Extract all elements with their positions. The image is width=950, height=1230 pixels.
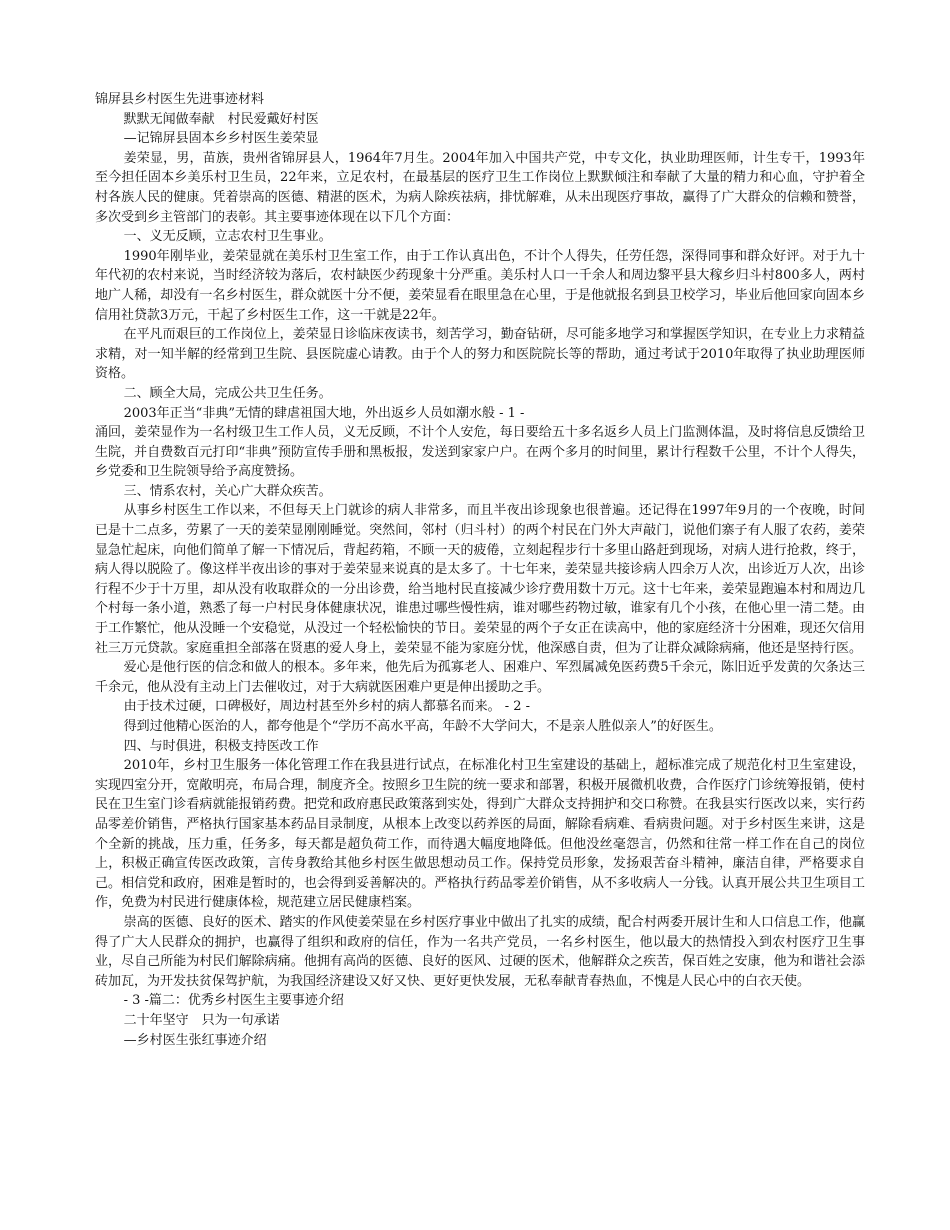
document-body (95, 90, 865, 1050)
section-heading-4: 四、与时俱进，积极支持医改工作 (123, 738, 319, 754)
article-headline-2: 二十年坚守 只为一句承诺 (123, 1012, 280, 1028)
section-heading-1: 一、义无反顾，立志农村卫生事业。 (123, 229, 332, 245)
paragraph-continued: 涌回，姜荣显作为一名村级卫生工作人员，义无反顾，不计个人安危，每日要给五十多名返乡人员上门监测体温，及时将信息反馈给卫生院，并自费数百元打印“非典”预防宣传手册和黑板报，发送到家家户户。在两个多月的时间里，累计行程数千公里，不计个人得失，乡党委和卫生院领导给予高度赞扬。 (95, 425, 865, 480)
paragraph: 2010年，乡村卫生服务一体化管理工作在我县进行试点，在标准化村卫生室建设的基础上，超标准完成了规范化村卫生室建设，实现四室分开，宽敞明亮，布局合理，制度齐全。按照乡卫生院的统一要求和部署，积极开展微机收费，合作医疗门诊统筹报销，使村民在卫生室门诊看病就能报销药费。把党和政府惠民政策落到实处，得到广大群众支持拥护和交口称赞。在我县实行医改以来，实行药品零差价销售，严格执行国家基本药品目录制度，从根本上改变以药养医的局面，解除看病难、看病贵问题。对于乡村医生来讲，这是个全新的挑战，压力重，任务多，每天都是超负荷工作，而待遇大幅度地降低。但他没丝毫怨言，仍然和往常一样工作在自己的岗位上，积极正确宣传医改政策，言传身教给其他乡村医生做思想动员工作。保持党员形象，发扬艰苦奋斗精神，廉洁自律，严格要求自己。相信党和政府，困难是暂时的，也会得到妥善解决的。严格执行药品零差价销售，从不多收病人一分钱。认真开展公共卫生项目工作，免费为村民进行健康体检，规范建立居民健康档案。 (95, 758, 865, 911)
section-heading-3: 三、情系农村，关心广大群众疾苦。 (123, 483, 332, 499)
paragraph: 1990年刚毕业，姜荣显就在美乐村卫生室工作，由于工作认真出色，不计个人得失，任劳任怨，深得同事和群众好评。对于九十年代初的农村来说，当时经济较为落后，农村缺医少药现象十分严重。美乐村人口一千余人和周边黎平县大稼乡归斗村800多人，两村地广人稀，却没有一名乡村医生，群众就医十分不便，姜荣显看在眼里急在心里，于是他就报名到县卫校学习，毕业后他回家向固本乡信用社贷款3万元，干起了乡村医生工作，这一干就是22年。 (95, 248, 865, 323)
paragraph: 崇高的医德、良好的医术、踏实的作风使姜荣显在乡村医疗事业中做出了扎实的成绩，配合村两委开展计生和人口信息工作，他赢得了广大人民群众的拥护，也赢得了组织和政府的信任，作为一名共产党员，一名乡村医生，他以最大的热情投入到农村医疗卫生事业，尽自己所能为村民们解除病痛。他拥有高尚的医德、良好的医风、过硬的医术，他解群众之疾苦，保百姓之安康，他为和谐社会添砖加瓦，为开发扶贫保驾护航，为我国经济建设又好又快、更好更快发展，无私奉献青春热血，不愧是人民心中的白衣天使。 (95, 914, 865, 989)
paragraph: 在平凡而艰巨的工作岗位上，姜荣显日诊临床夜读书，刻苦学习，勤奋钻研，尽可能多地学习和掌握医学知识，在专业上力求精益求精，对一知半解的经常到卫生院、县医院虚心请教。由于个人的努力和医院院长等的帮助，通过考试于2010年取得了执业助理医师资格。 (95, 327, 865, 382)
page-footer-heading: - 3 -篇二：优秀乡村医生主要事迹介绍 (123, 993, 344, 1009)
paragraph: 2003年正当“非典”无情的肆虐祖国大地，外出返乡人员如潮水般 - 1 - (123, 405, 525, 421)
paragraph: 从事乡村医生工作以来，不但每天上门就诊的病人非常多，而且半夜出诊现象也很普遍。还记得在1997年9月的一个夜晚，时间已是十二点多，劳累了一天的姜荣显刚刚睡觉。突然间，邻村（归斗村）的两个村民在门外大声敲门，说他们寨子有人服了农药，姜荣显急忙起床，向他们简单了解一下情况后，背起药箱，不顾一天的疲倦，立刻起程步行十多里山路赶到现场，对病人进行抢救，终于，病人得以脱险了。像这样半夜出诊的事对于姜荣显来说真的是太多了。十七年来，姜荣显共接诊病人四余万人次，出诊近万人次，出诊行程不少于十万里，却从没有收取群众的一分出诊费，给当地村民直接减少诊疗费用数十万元。这十七年来，姜荣显跑遍本村和周边几个村每一条小道，熟悉了每一户村民身体健康状况，谁患过哪些慢性病，谁对哪些药物过敏，谁家有几个小孩，在他心里一清二楚。由于工作繁忙，他从没睡一个安稳觉，从没过一个轻松愉快的节日。姜荣显的两个子女正在读高中，他的家庭经济十分困难，现还欠信用社三万元贷款。家庭重担全部落在贤惠的爱人身上，姜荣显不能为家庭分忧，他深感自责，但为了让群众减除病痛，他还是坚持行医。 (95, 503, 865, 656)
paragraph-continued: 得到过他精心医治的人，都夸他是个“学历不高水平高，年龄不大学问大，不是亲人胜似亲人”的好医生。 (123, 719, 722, 734)
section-heading-2: 二、顾全大局，完成公共卫生任务。 (123, 385, 332, 401)
paragraph-intro: 姜荣显，男，苗族，贵州省锦屏县人，1964年7月生。2004年加入中国共产党，中专文化，执业助理医师，计生专干，1993年至今担任固本乡美乐村卫生员，22年来，立足农村，在最基层的医疗卫生工作岗位上默默倾注和奉献了大量的精力和心血，守护着全村各族人民的健康。凭着崇高的医德、精湛的医术，为病人除疾祛病，排忧解难，从未出现医疗事故，赢得了广大群众的信赖和赞誉，多次受到乡主管部门的表彰。其主要事迹体现在以下几个方面： (95, 150, 865, 225)
paragraph: 由于技术过硬，口碑极好，周边村甚至外乡村的病人都慕名而来。 - 2 - (123, 699, 531, 715)
paragraph: 爱心是他行医的信念和做人的根本。多年来，他先后为孤寡老人、困难户、军烈属减免医药费5千余元，陈旧近乎发黄的欠条达三千余元，他从没有主动上门去催收过，对于大病就医困难户更是伸出援助之手。 (95, 660, 865, 695)
document-title: 锦屏县乡村医生先进事迹材料 (95, 92, 265, 107)
article-headline: 默默无闻做奉献 村民爱戴好村医 (123, 111, 319, 127)
article-subtitle: —记锦屏县固本乡乡村医生姜荣显 (123, 131, 319, 147)
article-subtitle-2: —乡村医生张红事迹介绍 (123, 1032, 267, 1048)
